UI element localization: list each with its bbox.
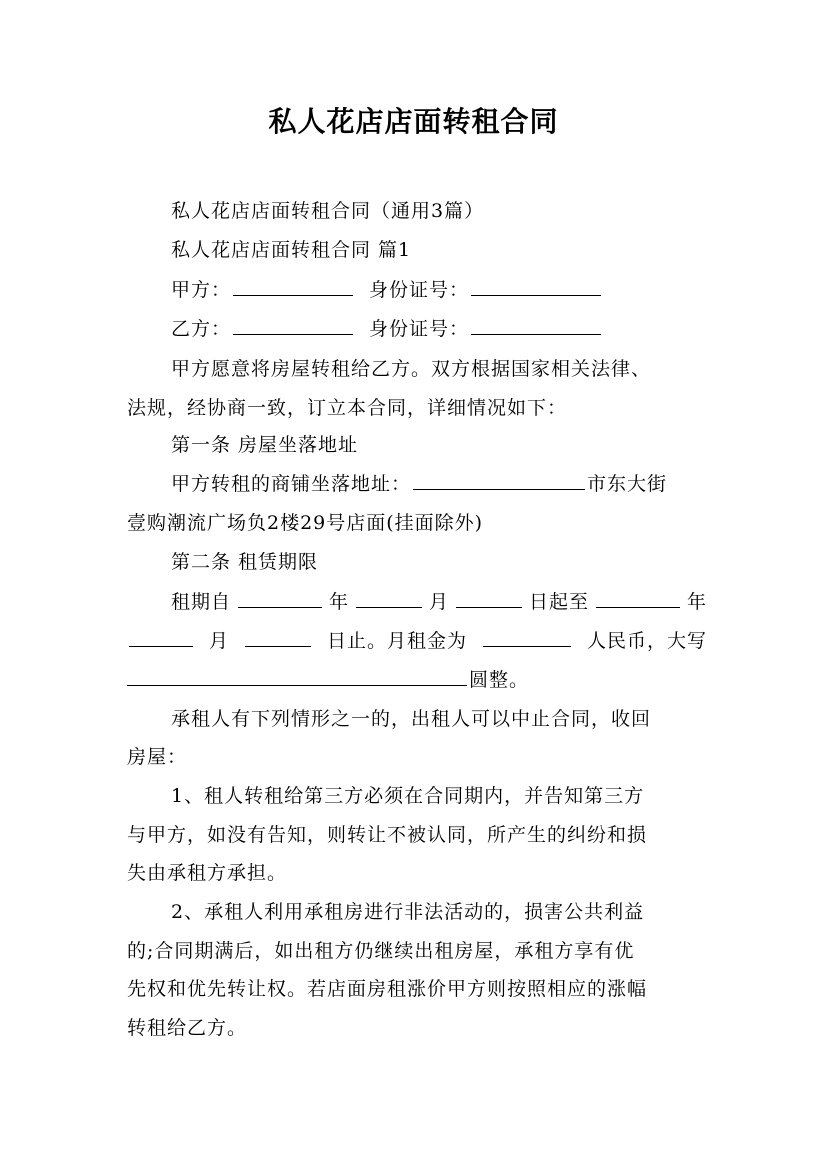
intro-line-2: 法规，经协商一致，订立本合同，详细情况如下： xyxy=(127,397,568,419)
end-month-label: 月 xyxy=(208,630,229,652)
address-line-1 xyxy=(127,469,751,499)
document-title: 私人花店店面转租合同 xyxy=(268,105,559,138)
item2-line-4: 转租给乙方。 xyxy=(127,1017,248,1039)
party-b-id-blank xyxy=(471,314,601,335)
party-b-name-blank xyxy=(233,314,353,335)
item2-line-2: 的;合同期满后，如出租方仍继续出租房屋，承租方享有优 xyxy=(127,940,635,962)
party-a-label: 甲方： xyxy=(171,279,232,301)
termination-line-2: 房屋： xyxy=(127,746,188,768)
party-a-id-blank xyxy=(471,275,601,296)
term-line-1 xyxy=(127,587,707,617)
term-start-label: 租期自 xyxy=(171,591,232,613)
party-a-line xyxy=(127,275,751,305)
article1-heading: 第一条 房屋坐落地址 xyxy=(171,434,359,456)
term-line-2 xyxy=(127,626,707,656)
start-day-blank xyxy=(456,587,522,608)
party-b-id-label: 身份证号： xyxy=(369,318,470,340)
article2-heading: 第二条 租赁期限 xyxy=(171,551,319,573)
address-blank xyxy=(413,469,585,490)
yuan-label: 圆整。 xyxy=(469,669,530,691)
rmb-label: 人民币，大写 xyxy=(586,630,707,652)
start-day-label: 日起至 xyxy=(528,591,589,613)
start-year-blank xyxy=(238,587,322,608)
start-month-blank xyxy=(356,587,422,608)
end-year-label: 年 xyxy=(686,591,707,613)
start-month-label: 月 xyxy=(428,591,449,613)
term-line-3 xyxy=(127,665,707,695)
address-prefix: 甲方转租的商铺坐落地址： xyxy=(171,473,412,495)
item1-line-3: 失由承租方承担。 xyxy=(127,862,288,884)
intro-line-1: 甲方愿意将房屋转租给乙方。双方根据国家相关法律、 xyxy=(171,358,652,380)
end-day-blank xyxy=(245,626,311,647)
party-b-label: 乙方： xyxy=(171,318,232,340)
party-a-name-blank xyxy=(233,275,353,296)
item1-line-2: 与甲方，如没有告知，则转让不被认同，所产生的纠纷和损 xyxy=(127,824,648,846)
end-day-label: 日止。月租金为 xyxy=(326,630,467,652)
address-line-2: 壹购潮流广场负2楼29号店面(挂面除外) xyxy=(127,512,484,534)
item2-line-3: 先权和优先转让权。若店面房租涨价甲方则按照相应的涨幅 xyxy=(127,978,648,1000)
item1-line-1: 1、租人转租给第三方必须在合同期内，并告知第三方 xyxy=(171,785,645,807)
address-suffix: 市东大街 xyxy=(587,473,668,495)
end-month-blank xyxy=(129,626,193,647)
end-year-blank xyxy=(596,587,680,608)
item2-line-1: 2、承租人利用承租房进行非法活动的，损害公共利益 xyxy=(171,901,645,923)
rent-capital-blank xyxy=(127,665,467,686)
termination-line-1: 承租人有下列情形之一的，出租人可以中止合同，收回 xyxy=(171,708,652,730)
party-a-id-label: 身份证号： xyxy=(369,279,470,301)
section-heading: 私人花店店面转租合同 篇1 xyxy=(171,239,412,261)
start-year-label: 年 xyxy=(328,591,349,613)
party-b-line xyxy=(127,314,751,344)
rent-amount-blank xyxy=(483,626,571,647)
document-subtitle: 私人花店店面转租合同（通用3篇） xyxy=(171,200,485,222)
